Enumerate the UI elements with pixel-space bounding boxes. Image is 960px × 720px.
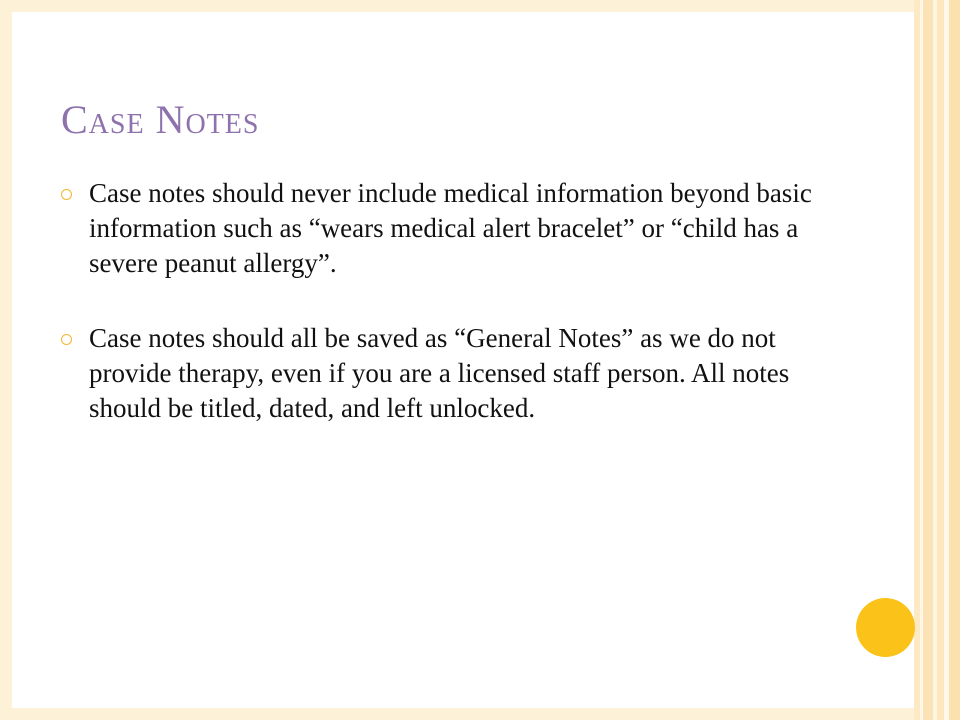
stripe (949, 0, 960, 720)
stripe (937, 0, 944, 720)
circle-bullet-icon (61, 334, 72, 345)
bullet-text: Case notes should all be saved as “General Notes” as we do not provide therapy, even if you are a licensed staff person. All notes should be titled, dated, and left unlocked. (89, 323, 790, 423)
circle-bullet-icon (61, 189, 72, 200)
decorative-stripes (914, 0, 960, 720)
bullet-item (61, 176, 821, 281)
stripe (923, 0, 933, 720)
bullet-item (61, 321, 821, 426)
slide-title: Case Notes (61, 97, 260, 142)
bullet-list (61, 176, 821, 466)
accent-circle (856, 598, 915, 657)
bullet-text: Case notes should never include medical information beyond basic information such as “wears medical alert bracelet” or “child has a severe peanut allergy”. (89, 178, 812, 278)
